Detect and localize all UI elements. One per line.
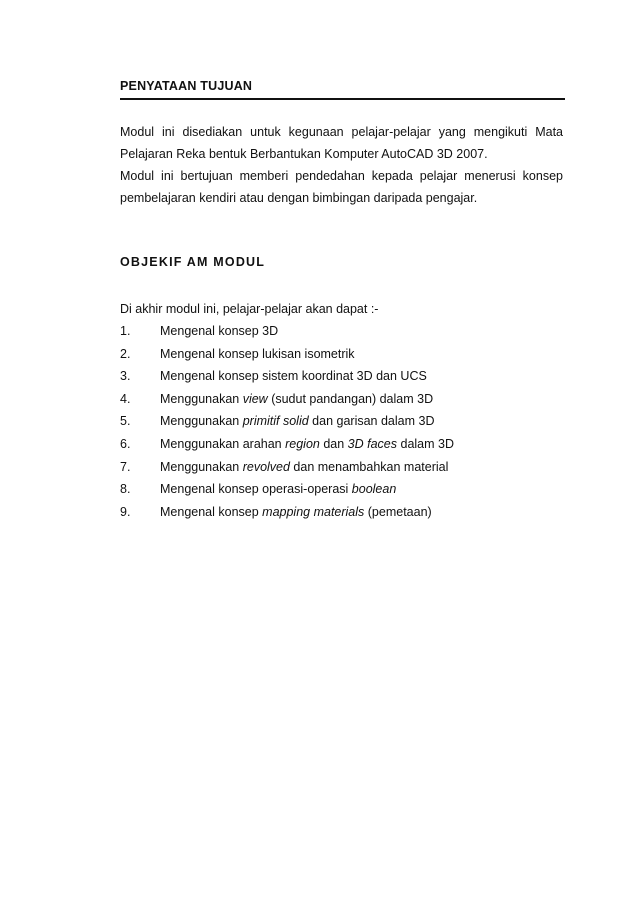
heading-divider	[120, 98, 565, 100]
item-number: 8.	[120, 482, 131, 497]
item-number: 6.	[120, 436, 131, 451]
item-number: 1.	[120, 324, 131, 338]
section-heading-purpose: PENYATAAN TUJUAN	[120, 79, 253, 93]
item-text: Mengenal konsep sistem koordinat 3D dan UCS	[160, 369, 427, 384]
item-text: Menggunakan view (sudut pandangan) dalam 3D	[160, 391, 434, 406]
item-number: 7.	[120, 459, 131, 474]
item-number: 3.	[120, 369, 131, 384]
item-text: Menggunakan revolved dan menambahkan material	[160, 459, 449, 474]
objectives-intro: Di akhir modul ini, pelajar-pelajar akan dapat :-	[120, 302, 379, 316]
item-number: 9.	[120, 504, 131, 519]
item-text: Mengenal konsep mapping materials (pemetaan)	[160, 504, 432, 519]
item-number: 2.	[120, 346, 131, 361]
item-text: Menggunakan primitif solid dan garisan dalam 3D	[160, 414, 435, 429]
item-text: Menggunakan arahan region dan 3D faces dalam 3D	[160, 436, 454, 451]
item-text: Mengenal konsep 3D	[160, 324, 279, 338]
section-heading-objectives: OBJEKIF AM MODUL	[120, 255, 266, 269]
item-text: Mengenal konsep lukisan isometrik	[160, 346, 355, 361]
item-number: 4.	[120, 391, 131, 406]
item-text: Mengenal konsep operasi-operasi boolean	[160, 482, 397, 497]
purpose-paragraph-1: Modul ini disediakan untuk kegunaan pelajar-pelajar yang mengikuti Mata Pelajaran Reka bentuk Berbantukan Komputer AutoCAD 3D 2007.	[120, 125, 563, 161]
item-number: 5.	[120, 414, 131, 429]
purpose-paragraph-2: Modul ini bertujuan memberi pendedahan kepada pelajar menerusi konsep pembelajaran kendiri atau dengan bimbingan daripada pengajar.	[120, 169, 563, 205]
